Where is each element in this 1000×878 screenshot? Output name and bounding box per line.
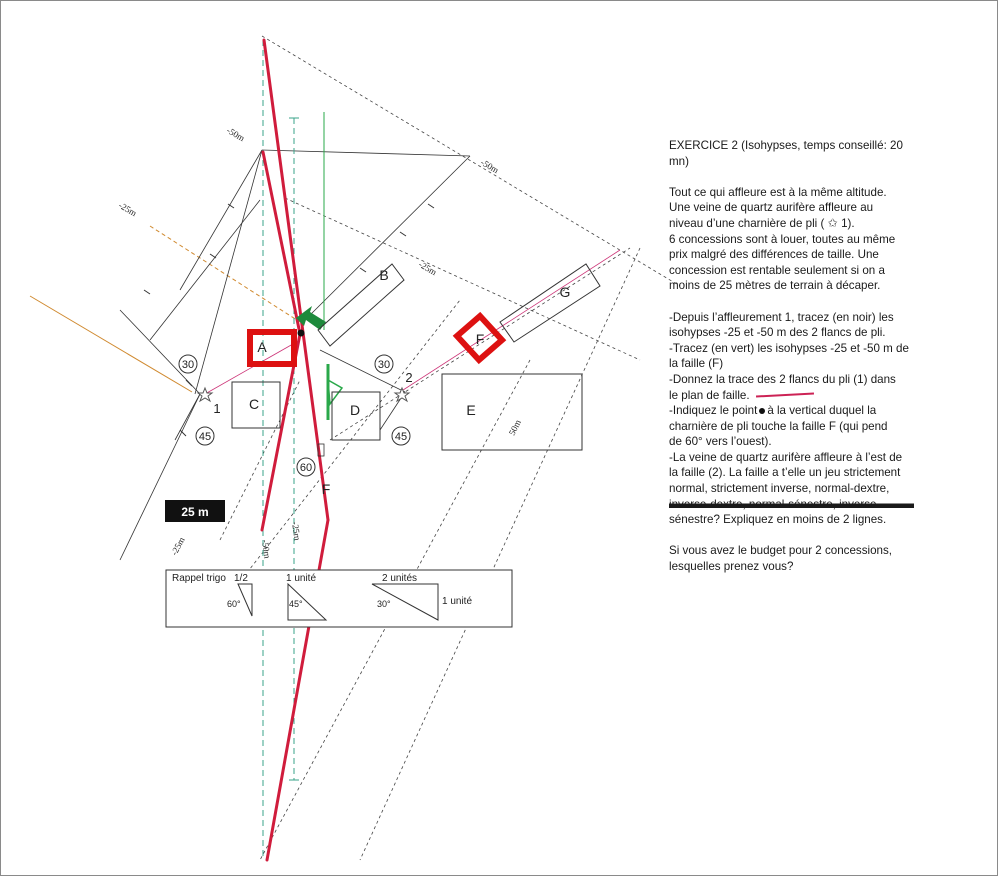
paragraph-intro: Tout ce qui affleure est à la même altitude. Une veine de quartz aurifère affleure au niveau d’une charnière de pli ( ✩ 1). 6 concessions sont à louer, toutes au même prix malgré des différences de taille. Une concession est rentable seulement si on a moins de 25 mètres de terrain à décaper. bbox=[669, 185, 896, 293]
concession-label-e: E bbox=[466, 402, 476, 418]
trig-t1-angle: 60° bbox=[227, 599, 241, 609]
isohypse-label: 50m bbox=[506, 418, 523, 437]
outcrop-label-1: 1 bbox=[213, 401, 221, 416]
outcrop-label-2: 2 bbox=[405, 370, 413, 385]
trig-t3-angle: 30° bbox=[377, 599, 391, 609]
isohypse-label: -25m bbox=[417, 259, 439, 278]
star-icon bbox=[395, 388, 409, 401]
dip-value-1: 30 bbox=[181, 359, 195, 371]
paragraph-questions: -Depuis l’affleurement 1, tracez (en noir) les isohypses -25 et -50 m des 2 flancs de pli. -Tracez (en vert) les isohypses -25 et -50 m de la faille (F) -Donnez la trace des 2 flancs du pli (1) dans le plan de faille. -Indiquez le point à la vertical duquel la charnière de pli touche la faille F (qui pend de 60° vers l’ouest). -La veine de quartz aurifère affleure à l’est de la faille (2). La faille a t’elle un jeu strictement normal, strictement inverse, normal-dextre, inverse-dextre, normal-sénestre, inverse- sénestre? Expliquez en moins de 2 lignes. bbox=[669, 310, 914, 528]
exercise-text bbox=[669, 138, 914, 590]
isohypse-label: -50m bbox=[225, 125, 247, 144]
fault-label: F bbox=[321, 481, 331, 497]
dip-value-5: 60 bbox=[299, 462, 313, 474]
star-icon: ✩ bbox=[824, 215, 842, 230]
trig-t2-top: 1 unité bbox=[286, 573, 317, 584]
paragraph-budget: Si vous avez le budget pour 2 concessions, lesquelles prenez vous? bbox=[669, 544, 892, 574]
concession-label-c: C bbox=[248, 396, 260, 412]
hinge-point bbox=[298, 330, 305, 337]
trig-title: Rappel trigo bbox=[172, 573, 226, 584]
dip-value-2: 45 bbox=[198, 431, 212, 443]
point-icon bbox=[759, 408, 765, 414]
trig-t2-angle: 45° bbox=[289, 599, 303, 609]
concession-boxes bbox=[232, 264, 600, 450]
isohypse-label: -25m bbox=[290, 520, 303, 542]
concession-box-b bbox=[318, 264, 404, 346]
concession-box-e bbox=[442, 374, 582, 450]
pink-underline bbox=[756, 393, 814, 398]
concession-label-a: A bbox=[257, 339, 267, 355]
star-icon bbox=[198, 388, 212, 401]
concession-label-f: F bbox=[475, 331, 485, 347]
isohypse-label: -50m bbox=[479, 157, 501, 176]
trig-t1-top: 1/2 bbox=[234, 573, 248, 584]
isohypse-label: -25m bbox=[168, 535, 187, 557]
dip-value-3: 30 bbox=[377, 359, 391, 371]
trig-t3-side: 1 unité bbox=[442, 596, 473, 607]
exercise-title: EXERCICE 2 (Isohypses, temps conseillé: 20 mn) bbox=[669, 139, 903, 168]
dip-value-4: 45 bbox=[394, 431, 408, 443]
orange-lines bbox=[30, 226, 300, 392]
red-highlights bbox=[250, 316, 502, 364]
fault-symbols bbox=[318, 364, 342, 456]
isohypse-label: -50m bbox=[260, 538, 273, 560]
outcrop-stars bbox=[198, 388, 409, 401]
concession-label-d: D bbox=[349, 402, 361, 418]
concession-label-b: B bbox=[379, 267, 389, 283]
struck-line: inverse-dextre, normal-sénestre, inverse- bbox=[669, 497, 914, 513]
concession-label-g: G bbox=[559, 284, 571, 300]
isohypse-label: -25m bbox=[117, 200, 139, 219]
trig-t3-top: 2 unités bbox=[382, 573, 418, 584]
scale-label: 25 m bbox=[181, 505, 209, 519]
black-construction-lines bbox=[120, 150, 620, 560]
